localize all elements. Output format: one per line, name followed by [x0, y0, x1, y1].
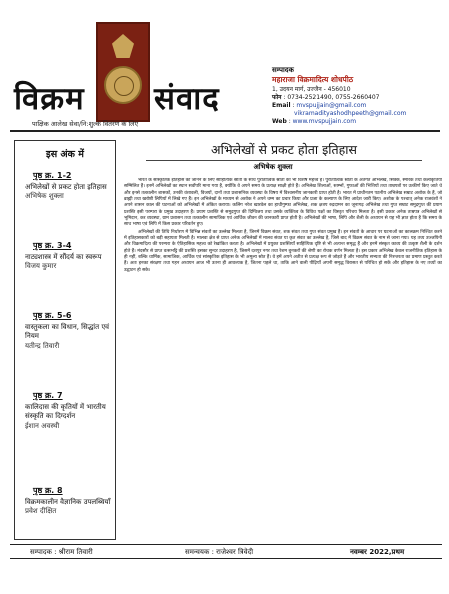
article-byline: अभिषेक शुक्ला [253, 163, 293, 171]
header-divider [10, 130, 440, 132]
toc-title: कालिदास की कृतियों में भारतीय संस्कृति का दिग्दर्शन [25, 402, 106, 421]
seal-icon [104, 66, 142, 104]
tagline: पाक्षिक आलेख सेवा/नि:शुल्क वितरण के लिए [32, 120, 139, 128]
article-title: अभिलेखों से प्रकट होता इतिहास [146, 141, 422, 161]
contact-block [272, 66, 444, 126]
web-line: Web : www.mvspujjain.com [272, 117, 357, 125]
body-paragraph: अभिलेखों की तिथि निर्धारण में विभिन्न संवतों का उल्लेख मिलता है, जिनमें विक्रम संवत, शक संवत तथा गुप्त संवत प्रमुख हैं। इन संवतों के आधार पर घटनाओं का कालक्रम निश्चित करने में इतिहासकारों को बड़ी सहायता मिलती है। मालवा क्षेत्र से प्राप्त अनेक अभिलेखों में मालव संवत या कृत संवत का उल्लेख है, जिसे बाद में विक्रम संवत के नाम से जाना गया। यह तथ्य उज्जयिनी और विक्रमादित्य की परम्परा के ऐतिहासिक महत्त्व को रेखांकित करता है। अभिलेखों में प्रयुक्त प्रशस्तियाँ साहित्यिक दृष्टि से भी अत्यन्त समृद्ध हैं और इनमें संस्कृत काव्य की उत्कृष्ट शैली के दर्शन होते हैं। मंदसौर से प्राप्त वत्सभट्टि की प्रशस्ति इसका सुन्दर उदाहरण है, जिसमें दशपुर नगर तथा रेशम बुनकरों की श्रेणी का रोचक वर्णन मिलता है। इस प्रकार अभिलेख केवल राजनीतिक इतिहास के ही नहीं, बल्कि धार्मिक, सामाजिक, आर्थिक एवं सांस्कृतिक इतिहास के भी अमूल्य स्रोत हैं। वे हमें अपने अतीत से प्रत्यक्ष रूप से जोड़ते हैं और भारतीय सभ्यता की निरन्तरता का प्रमाण प्रस्तुत करते हैं। अतः इनका संरक्षण तथा गहन अध्ययन आज भी उतना ही आवश्यक है, जितना पहले था, ताकि आने वाली पीढ़ियाँ अपनी समृद्ध विरासत से परिचित हो सकें और इतिहास के नए तथ्यों का उद्घाटन हो सके। [124, 229, 442, 273]
toc-title: नाट्यशास्त्र में सौंदर्य का स्वरूप [25, 252, 102, 261]
toc-item[interactable] [25, 486, 113, 517]
body-paragraph: भारत के सांस्कृतिक इतिहास को जानने के लिए साहित्यिक स्रोतों के साथ पुरातात्विक स्रोतों का भी विशेष महत्त्व है। पुरातात्विक स्रोतों के अंतर्गत अभिलेख, सिक्के, स्मारक तथा कलाकृतियाँ सम्मिलित हैं। इनमें अभिलेखों का स्थान सर्वोपरि माना गया है, क्योंकि वे अपने समय के प्रत्यक्ष साक्षी होते हैं। अभिलेख शिलाओं, स्तम्भों, गुफाओं की भित्तियों तथा ताम्रपत्रों पर उत्कीर्ण किए जाते थे और इनसे तत्कालीन शासकों, उनकी वंशावली, विजयों, दानों तथा प्रशासनिक व्यवस्था के विषय में विश्वसनीय जानकारी प्राप्त होती है। भारत में प्राचीनतम पठनीय अभिलेख सम्राट अशोक के हैं, जो ब्राह्मी तथा खरोष्ठी लिपियों में लिखे गए हैं। इन अभिलेखों के माध्यम से अशोक ने अपने धम्म का प्रचार किया और प्रजा के कल्याण के लिए आदेश जारी किए। अशोक के पश्चात् अनेक राजवंशों ने अपने शासन काल की घटनाओं को अभिलेखों में अंकित कराया। कलिंग नरेश खारवेल का हाथीगुम्फा अभिलेख, शक क्षत्रप रुद्रदामन का जूनागढ़ अभिलेख तथा गुप्त सम्राट समुद्रगुप्त की प्रयाग प्रशस्ति इसी परम्परा के प्रमुख उदाहरण हैं। प्रयाग प्रशस्ति से समुद्रगुप्त की दिग्विजय तथा उसके व्यक्तित्व के विविध पक्षों का विस्तृत परिचय मिलता है। इसी प्रकार अनेक ताम्रपत्र अभिलेखों से भूमिदान, कर व्यवस्था, ग्राम प्रशासन तथा तत्कालीन सामाजिक एवं आर्थिक जीवन की जानकारी प्राप्त होती है। अभिलेखों की भाषा, लिपि और शैली के अध्ययन से यह भी ज्ञात होता है कि समय के साथ भाषा एवं लिपि में किस प्रकार परिवर्तन हुए। [124, 178, 442, 228]
toc-author: प्रवेश दीक्षित [25, 507, 57, 516]
toc-page: पृष्ठ क्र. 3-4 [33, 241, 72, 250]
page-footer [10, 544, 442, 559]
address: 1, उदयन मार्ग, उज्जैन - 456010 [272, 85, 351, 93]
toc-page: पृष्ठ क्र. 7 [33, 391, 63, 400]
toc-title: वास्तुकला का विधान, सिद्धांत एवं नियम [25, 322, 110, 341]
email-label: Email [272, 101, 291, 109]
masthead-word-2: संवाद [154, 81, 220, 117]
toc-page: पृष्ठ क्र. 8 [33, 486, 63, 495]
toc-title: विक्रमकालीन वैज्ञानिक उपलब्धियाँ [25, 497, 111, 506]
masthead-header [0, 0, 449, 132]
phone-line: फोन : 0734-2521490, 0755-2660407 [272, 93, 380, 101]
email-1[interactable]: mvspujjain@gmail.com [296, 101, 367, 109]
website-link[interactable]: www.mvspujjain.com [292, 117, 357, 125]
toc-title: अभिलेखों से प्रकट होता इतिहास [25, 182, 107, 191]
editor-role: सम्पादक [272, 66, 294, 74]
contents-title: इस अंक में [46, 149, 84, 160]
phone-label: फोन [272, 93, 282, 101]
contents-sidebar [14, 140, 116, 540]
email-line: Email : mvspujjain@gmail.com [272, 101, 367, 109]
toc-item[interactable] [25, 241, 113, 272]
toc-item[interactable] [25, 311, 113, 351]
email-line-2 [272, 110, 444, 118]
crown-icon [112, 34, 134, 58]
article-body [124, 178, 442, 540]
phone-number: 0734-2521490, 0755-2660407 [287, 93, 380, 101]
toc-page: पृष्ठ क्र. 1-2 [33, 171, 72, 180]
toc-author: विजय कुमार [25, 262, 57, 271]
toc-author: यतीन्द्र तिवारी [25, 341, 60, 350]
toc-author: ईशान अवस्थी [25, 421, 60, 430]
footer-issue: नवम्बर 2022,प्रथम [350, 548, 405, 556]
web-label: Web [272, 117, 287, 125]
toc-page: पृष्ठ क्र. 5-6 [33, 311, 72, 320]
masthead-word-1: विक्रम [14, 81, 85, 117]
toc-author: अभिषेक शुक्ला [25, 192, 64, 201]
organization-name: महाराजा विक्रमादित्य शोधपीठ [272, 75, 354, 85]
toc-item[interactable] [25, 391, 113, 431]
email-2[interactable]: vikramadityashodhpeeth@gmail.com [294, 109, 407, 117]
footer-coordinator: समन्वयक : राजेश्वर त्रिवेदी [185, 548, 254, 556]
footer-editor: सम्पादक : श्रीराम तिवारी [30, 548, 93, 556]
emblem-logo [96, 22, 150, 122]
toc-item[interactable] [25, 171, 113, 202]
